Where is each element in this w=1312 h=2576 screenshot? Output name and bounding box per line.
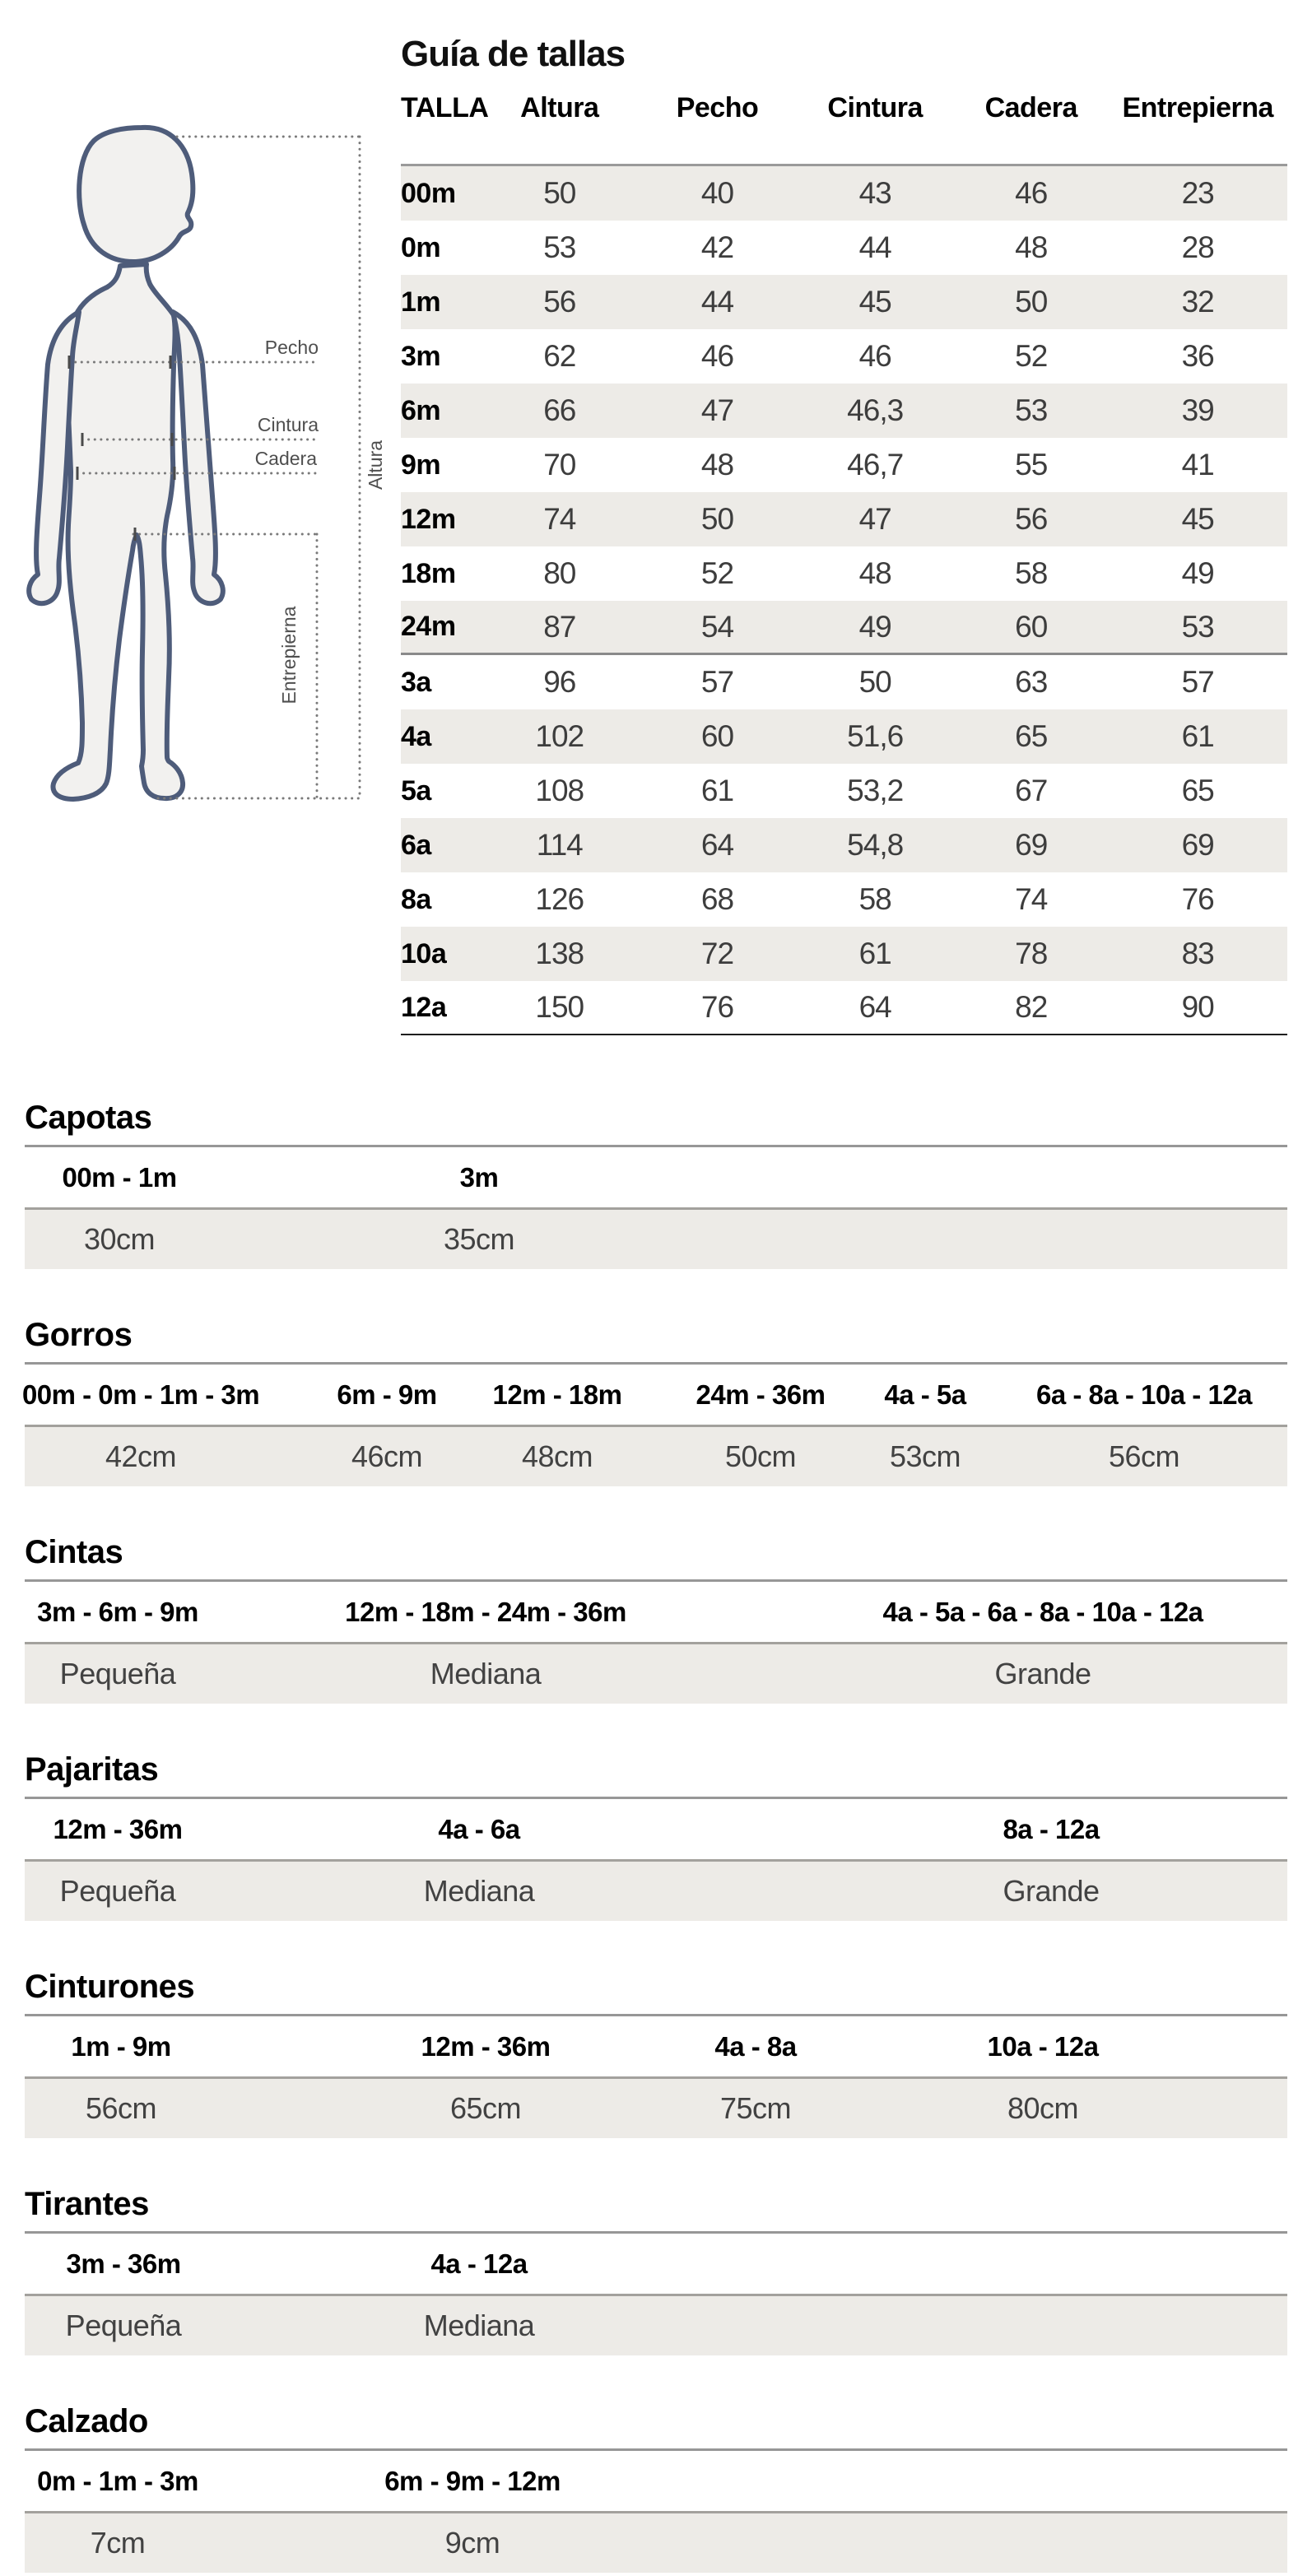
figure-label-cintura: Cintura — [257, 414, 319, 435]
section-value-row — [25, 1859, 1287, 1921]
section-column-header: 8a - 12a — [1003, 1813, 1100, 1844]
section-gorros — [21, 1317, 1287, 1486]
size-table-body — [401, 166, 1287, 1035]
size-value: 50 — [1015, 285, 1048, 319]
size-value: 56 — [543, 285, 576, 319]
size-value: 48 — [1015, 230, 1048, 264]
section-calzado — [25, 2403, 1287, 2573]
section-cintas — [25, 1534, 1287, 1704]
section-column-value: 80cm — [1007, 2091, 1079, 2125]
size-value: 82 — [1015, 990, 1048, 1024]
size-value: 49 — [858, 609, 891, 644]
size-value: 64 — [858, 990, 891, 1024]
size-table-column-header: Altura — [520, 92, 599, 123]
section-column-header: 12m - 18m — [492, 1379, 622, 1410]
section-title: Cinturones — [25, 1969, 195, 2005]
size-value: 36 — [1181, 339, 1214, 373]
size-value: 49 — [1181, 556, 1214, 590]
section-title: Capotas — [25, 1100, 152, 1136]
section-column-value: Mediana — [423, 1874, 535, 1908]
section-column-value: 7cm — [90, 2526, 146, 2560]
size-table — [401, 79, 1287, 1035]
size-table-row — [401, 166, 1287, 221]
size-value: 50 — [543, 176, 576, 210]
size-value: 74 — [543, 502, 576, 536]
size-table-column-header: Cintura — [827, 92, 923, 123]
size-value: 39 — [1181, 393, 1214, 427]
size-value: 126 — [535, 882, 584, 916]
size-value: 61 — [700, 774, 734, 807]
section-header-row — [25, 2234, 1287, 2294]
size-value: 48 — [858, 556, 891, 590]
section-column-header: 1m - 9m — [71, 2030, 171, 2062]
size-table-row — [401, 384, 1287, 438]
size-label: 12a — [401, 991, 447, 1023]
section-column-value: 75cm — [719, 2091, 792, 2125]
section-column-header: 6m - 9m - 12m — [384, 2465, 561, 2496]
section-column-header: 4a - 6a — [438, 1813, 520, 1844]
size-value: 90 — [1181, 990, 1214, 1024]
size-label: 1m — [401, 286, 441, 318]
size-value: 65 — [1181, 774, 1214, 807]
size-value: 54,8 — [847, 828, 904, 862]
size-table-column-header: TALLA — [401, 92, 489, 123]
size-value: 44 — [700, 285, 734, 319]
size-value: 52 — [1015, 339, 1048, 373]
section-column-value: 56cm — [1108, 1439, 1180, 1473]
size-label: 8a — [401, 883, 431, 915]
size-label: 12m — [401, 503, 456, 535]
section-value-row — [25, 2076, 1287, 2138]
figure-label-entrepierna: Entrepierna — [278, 606, 300, 704]
size-table-row — [401, 818, 1287, 872]
size-value: 58 — [1015, 556, 1048, 590]
size-value: 66 — [543, 393, 576, 427]
size-value: 72 — [700, 937, 734, 970]
section-column-value: 35cm — [443, 1222, 515, 1256]
section-header-row — [25, 2016, 1287, 2076]
size-label: 3m — [401, 340, 441, 372]
section-column-header: 24m - 36m — [696, 1379, 826, 1410]
size-label: 18m — [401, 557, 456, 589]
size-value: 50 — [858, 665, 891, 699]
size-value: 76 — [1181, 882, 1214, 916]
size-value: 52 — [700, 556, 734, 590]
size-table-row — [401, 872, 1287, 927]
section-value-row — [25, 2294, 1287, 2355]
size-value: 32 — [1181, 285, 1214, 319]
size-value: 65 — [1015, 719, 1048, 753]
size-value: 50 — [700, 502, 734, 536]
figure-label-altura: Altura — [365, 439, 386, 491]
size-value: 63 — [1015, 665, 1048, 699]
section-header-row — [25, 1582, 1287, 1642]
section-column-value: 48cm — [521, 1439, 593, 1473]
section-column-header: 00m - 1m — [62, 1161, 177, 1193]
size-value: 46 — [1015, 176, 1048, 210]
size-table-row — [401, 546, 1287, 601]
section-column-header: 00m - 0m - 1m - 3m — [21, 1379, 260, 1410]
size-value: 62 — [543, 339, 576, 373]
size-value: 47 — [858, 502, 891, 536]
size-value: 58 — [858, 882, 891, 916]
size-value: 53 — [1015, 393, 1048, 427]
size-value: 70 — [543, 448, 576, 481]
section-column-header: 4a - 12a — [430, 2248, 528, 2279]
size-table-row — [401, 927, 1287, 981]
section-column-value: Pequeña — [59, 1657, 176, 1690]
size-table-column-header: Pecho — [676, 92, 759, 123]
size-value: 55 — [1015, 448, 1048, 481]
section-column-value: Pequeña — [59, 1874, 176, 1908]
size-value: 61 — [858, 937, 891, 970]
section-column-header: 4a - 5a - 6a - 8a - 10a - 12a — [882, 1596, 1203, 1627]
section-title: Gorros — [25, 1317, 133, 1353]
section-title: Cintas — [25, 1534, 123, 1570]
size-value: 64 — [700, 828, 734, 862]
size-label: 24m — [401, 611, 456, 642]
section-column-value: 53cm — [889, 1439, 961, 1473]
section-title: Pajaritas — [25, 1751, 159, 1788]
section-header-row — [25, 1147, 1287, 1207]
section-column-header: 12m - 36m — [53, 1813, 183, 1844]
figure-label-cadera: Cadera — [254, 448, 317, 469]
size-value: 54 — [700, 609, 734, 644]
size-value: 53 — [1181, 609, 1214, 644]
section-column-value: 50cm — [724, 1439, 797, 1473]
section-column-header: 0m - 1m - 3m — [37, 2465, 198, 2496]
size-value: 60 — [700, 719, 734, 753]
section-column-header: 6m - 9m — [337, 1379, 437, 1410]
size-table-row — [401, 709, 1287, 764]
size-value: 61 — [1181, 719, 1214, 753]
size-value: 150 — [535, 990, 584, 1024]
section-cinturones — [25, 1969, 1287, 2138]
size-value: 45 — [1181, 502, 1214, 536]
section-column-header: 4a - 8a — [714, 2030, 797, 2062]
section-title: Tirantes — [25, 2186, 149, 2222]
size-label: 10a — [401, 937, 447, 969]
size-value: 96 — [543, 665, 576, 699]
section-column-value: 9cm — [444, 2526, 500, 2560]
section-header-row — [21, 1365, 1287, 1425]
size-table-column-header: Cadera — [984, 92, 1077, 123]
section-column-value: Pequeña — [65, 2309, 182, 2342]
section-value-row — [25, 1425, 1287, 1486]
size-table-row — [401, 601, 1287, 655]
section-column-header: 6a - 8a - 10a - 12a — [1035, 1379, 1253, 1410]
size-value: 53 — [543, 230, 576, 264]
section-capotas — [25, 1100, 1287, 1269]
size-label: 6a — [401, 829, 431, 861]
section-title: Calzado — [25, 2403, 148, 2439]
size-label: 00m — [401, 177, 456, 209]
size-value: 44 — [858, 230, 891, 264]
size-value: 87 — [543, 609, 576, 644]
section-value-row — [25, 2511, 1287, 2573]
size-guide-top — [0, 0, 1312, 1052]
size-value: 138 — [535, 937, 584, 970]
section-pajaritas — [25, 1751, 1287, 1921]
size-table-header — [401, 79, 1287, 166]
size-table-row — [401, 981, 1287, 1035]
section-column-value: Grande — [994, 1657, 1091, 1690]
size-value: 47 — [700, 393, 734, 427]
size-label: 4a — [401, 720, 431, 752]
size-value: 43 — [858, 176, 891, 210]
size-value: 114 — [536, 828, 583, 862]
page-title: Guía de tallas — [401, 34, 626, 75]
size-value: 28 — [1181, 230, 1214, 264]
section-column-value: 65cm — [449, 2091, 522, 2125]
section-column-value: 56cm — [85, 2091, 157, 2125]
size-table-row — [401, 329, 1287, 384]
size-label: 6m — [401, 394, 441, 426]
section-value-row — [25, 1207, 1287, 1269]
section-column-header: 3m - 36m — [66, 2248, 181, 2279]
section-column-header: 10a - 12a — [987, 2030, 1099, 2062]
accessory-sections — [0, 1100, 1312, 2573]
size-value: 108 — [535, 774, 584, 807]
size-value: 56 — [1015, 502, 1048, 536]
size-value: 60 — [1015, 609, 1048, 644]
size-label: 3a — [401, 666, 431, 698]
section-value-row — [25, 1642, 1287, 1704]
size-value: 102 — [535, 719, 584, 753]
section-column-header: 3m - 6m - 9m — [37, 1596, 198, 1627]
size-label: 5a — [401, 774, 431, 807]
size-value: 67 — [1015, 774, 1048, 807]
section-column-header: 4a - 5a — [884, 1379, 966, 1410]
size-value: 68 — [700, 882, 734, 916]
size-value: 41 — [1181, 448, 1214, 481]
figure-label-pecho: Pecho — [264, 337, 319, 358]
section-header-row — [25, 2451, 1287, 2511]
section-column-header: 12m - 18m - 24m - 36m — [345, 1596, 626, 1627]
size-value: 46,7 — [847, 448, 904, 481]
section-column-value: Grande — [1003, 1874, 1100, 1908]
size-value: 53,2 — [847, 774, 904, 807]
size-table-column-header: Entrepierna — [1122, 92, 1273, 123]
size-table-row — [401, 492, 1287, 546]
size-table-row — [401, 655, 1287, 709]
section-column-value: 30cm — [83, 1222, 156, 1256]
section-column-header: 3m — [459, 1161, 499, 1193]
size-value: 46 — [700, 339, 734, 373]
size-value: 76 — [700, 990, 734, 1024]
section-column-value: 46cm — [351, 1439, 423, 1473]
size-value: 78 — [1015, 937, 1048, 970]
size-value: 57 — [700, 665, 734, 699]
size-value: 45 — [858, 285, 891, 319]
section-column-value: Mediana — [423, 2309, 535, 2342]
size-value: 74 — [1015, 882, 1048, 916]
section-tirantes — [25, 2186, 1287, 2355]
size-value: 83 — [1181, 937, 1214, 970]
size-value: 80 — [543, 556, 576, 590]
size-value: 69 — [1181, 828, 1214, 862]
size-label: 0m — [401, 231, 441, 263]
body-measurement-figure — [18, 109, 397, 834]
size-table-row — [401, 438, 1287, 492]
size-value: 46,3 — [847, 393, 904, 427]
size-value: 51,6 — [847, 719, 904, 753]
size-value: 42 — [700, 230, 734, 264]
size-value: 40 — [700, 176, 734, 210]
size-value: 46 — [858, 339, 891, 373]
size-value: 23 — [1181, 176, 1214, 210]
size-table-row — [401, 221, 1287, 275]
size-table-row — [401, 764, 1287, 818]
size-table-row — [401, 275, 1287, 329]
size-value: 69 — [1015, 828, 1048, 862]
child-silhouette — [29, 128, 223, 799]
section-column-value: Mediana — [430, 1657, 542, 1690]
size-label: 9m — [401, 449, 441, 481]
section-header-row — [25, 1799, 1287, 1859]
section-column-header: 12m - 36m — [421, 2030, 551, 2062]
size-value: 48 — [700, 448, 734, 481]
size-value: 57 — [1181, 665, 1214, 699]
section-column-value: 42cm — [105, 1439, 177, 1473]
